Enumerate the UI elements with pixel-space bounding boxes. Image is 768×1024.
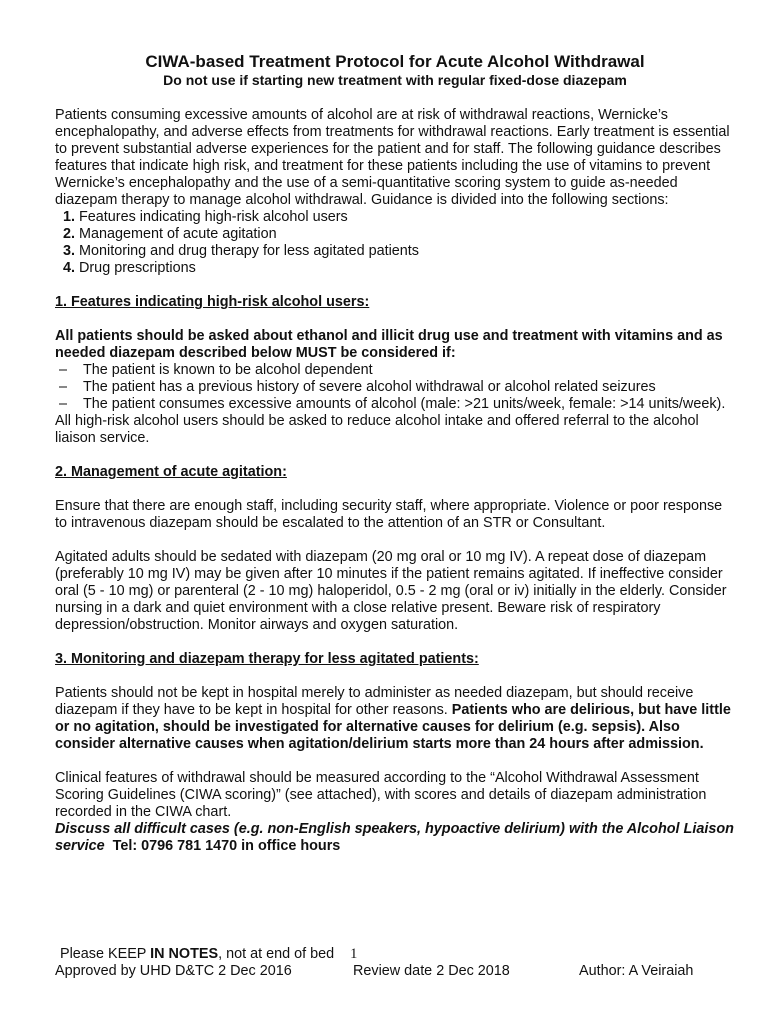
risk-criterion: – The patient is known to be alcohol dependent: [55, 362, 735, 379]
section-item: 1. Features indicating high-risk alcohol users: [79, 209, 735, 226]
sections-list: [55, 209, 735, 277]
review-date: Review date 2 Dec 2018: [353, 963, 510, 979]
contact-telephone: Tel: 0796 781 1470 in office hours: [104, 838, 341, 854]
document-subtitle: Do not use if starting new treatment with regular fixed-dose diazepam: [163, 72, 627, 88]
section-1-heading: 1. Features indicating high-risk alcohol users:: [55, 294, 370, 310]
section-3-plain-text: Patients should not be kept in hospital merely to administer as needed diazepam, but should receive diazepam if they have to be kept in hospital for other reasons.: [55, 685, 694, 718]
keep-text-pre: Please KEEP: [60, 946, 151, 962]
approval-line: [55, 963, 735, 980]
section-3-paragraph-1: [55, 685, 735, 753]
approved-by: Approved by UHD D&TC 2 Dec 2016: [55, 963, 292, 979]
section-item: 2. Management of acute agitation: [79, 226, 735, 243]
risk-criteria-list: [55, 362, 735, 413]
keep-text-post: , not at end of bed: [218, 946, 335, 962]
keep-in-notes-line: [55, 946, 735, 963]
section-1-after-paragraph: All high-risk alcohol users should be asked to reduce alcohol intake and offered referral to the alcohol liaison service.: [55, 413, 699, 446]
document-title: CIWA-based Treatment Protocol for Acute Alcohol Withdrawal: [145, 52, 645, 71]
page-number: 1: [350, 946, 358, 962]
document-page: [55, 52, 735, 855]
risk-criterion: – The patient has a previous history of severe alcohol withdrawal or alcohol related seizures: [55, 379, 735, 396]
page-footer: [55, 946, 735, 980]
section-2-heading: 2. Management of acute agitation:: [55, 464, 287, 480]
author: Author: A Veiraiah: [579, 963, 694, 979]
section-2-paragraph-2: Agitated adults should be sedated with diazepam (20 mg oral or 10 mg IV). A repeat dose of diazepam (preferably 10 mg IV) may be given after 10 minutes if the patient remains agitated. If ineffective consider oral (5 - 10 mg) or parenteral (2 - 10 mg) haloperidol, 0.5 - 2 mg (oral or iv) initially in the elderly. Consider nursing in a dark and quiet environment with a close relative present. Beware risk of respiratory depression/obstruction. Monitor airways and oxygen saturation.: [55, 549, 727, 633]
section-2-paragraph-1: Ensure that there are enough staff, including security staff, where appropriate. Violence or poor response to intravenous diazepam should be escalated to the attention of an STR or Consultant.: [55, 498, 723, 531]
intro-paragraph: Patients consuming excessive amounts of alcohol are at risk of withdrawal reactions, Wernicke’s encephalopathy, and adverse effects from treatments for withdrawal reactions. Early treatment is essential to prevent substantial adverse experiences for the patient and for staff. The following guidance describes features that indicate high risk, and treatment for these patients including the use of vitamins to prevent Wernicke’s encephalopathy and the use of a semi-quantitative scoring system to guide as-needed diazepam therapy to manage alcohol withdrawal. Guidance is divided into the following sections:: [55, 107, 730, 208]
section-3-heading: 3. Monitoring and diazepam therapy for less agitated patients:: [55, 651, 479, 667]
section-3-contact: [55, 821, 735, 855]
section-item: 3. Monitoring and drug therapy for less agitated patients: [79, 243, 735, 260]
risk-criterion: – The patient consumes excessive amounts of alcohol (male: >21 units/week, female: >14 units/week).: [55, 396, 735, 413]
section-3-paragraph-2: Clinical features of withdrawal should be measured according to the “Alcohol Withdrawal Assessment Scoring Guidelines (CIWA scoring)” (see attached), with scores and details of diazepam administration recorded in the CIWA chart.: [55, 770, 707, 820]
section-1-bold-paragraph: All patients should be asked about ethanol and illicit drug use and treatment with vitamins and as needed diazepam described below MUST be considered if:: [55, 328, 723, 361]
contact-instruction: Discuss all difficult cases (e.g. non-English speakers, hypoactive delirium) with the Alcohol Liaison service: [55, 821, 734, 854]
section-item: 4. Drug prescriptions: [79, 260, 735, 277]
section-3-bold-text: Patients who are delirious, but have little or no agitation, should be investigated for alternative causes for delirium (e.g. sepsis). Also consider alternative causes when agitation/delirium starts more than 24 hours after admission.: [55, 702, 731, 752]
keep-text-bold: IN NOTES: [150, 946, 219, 962]
